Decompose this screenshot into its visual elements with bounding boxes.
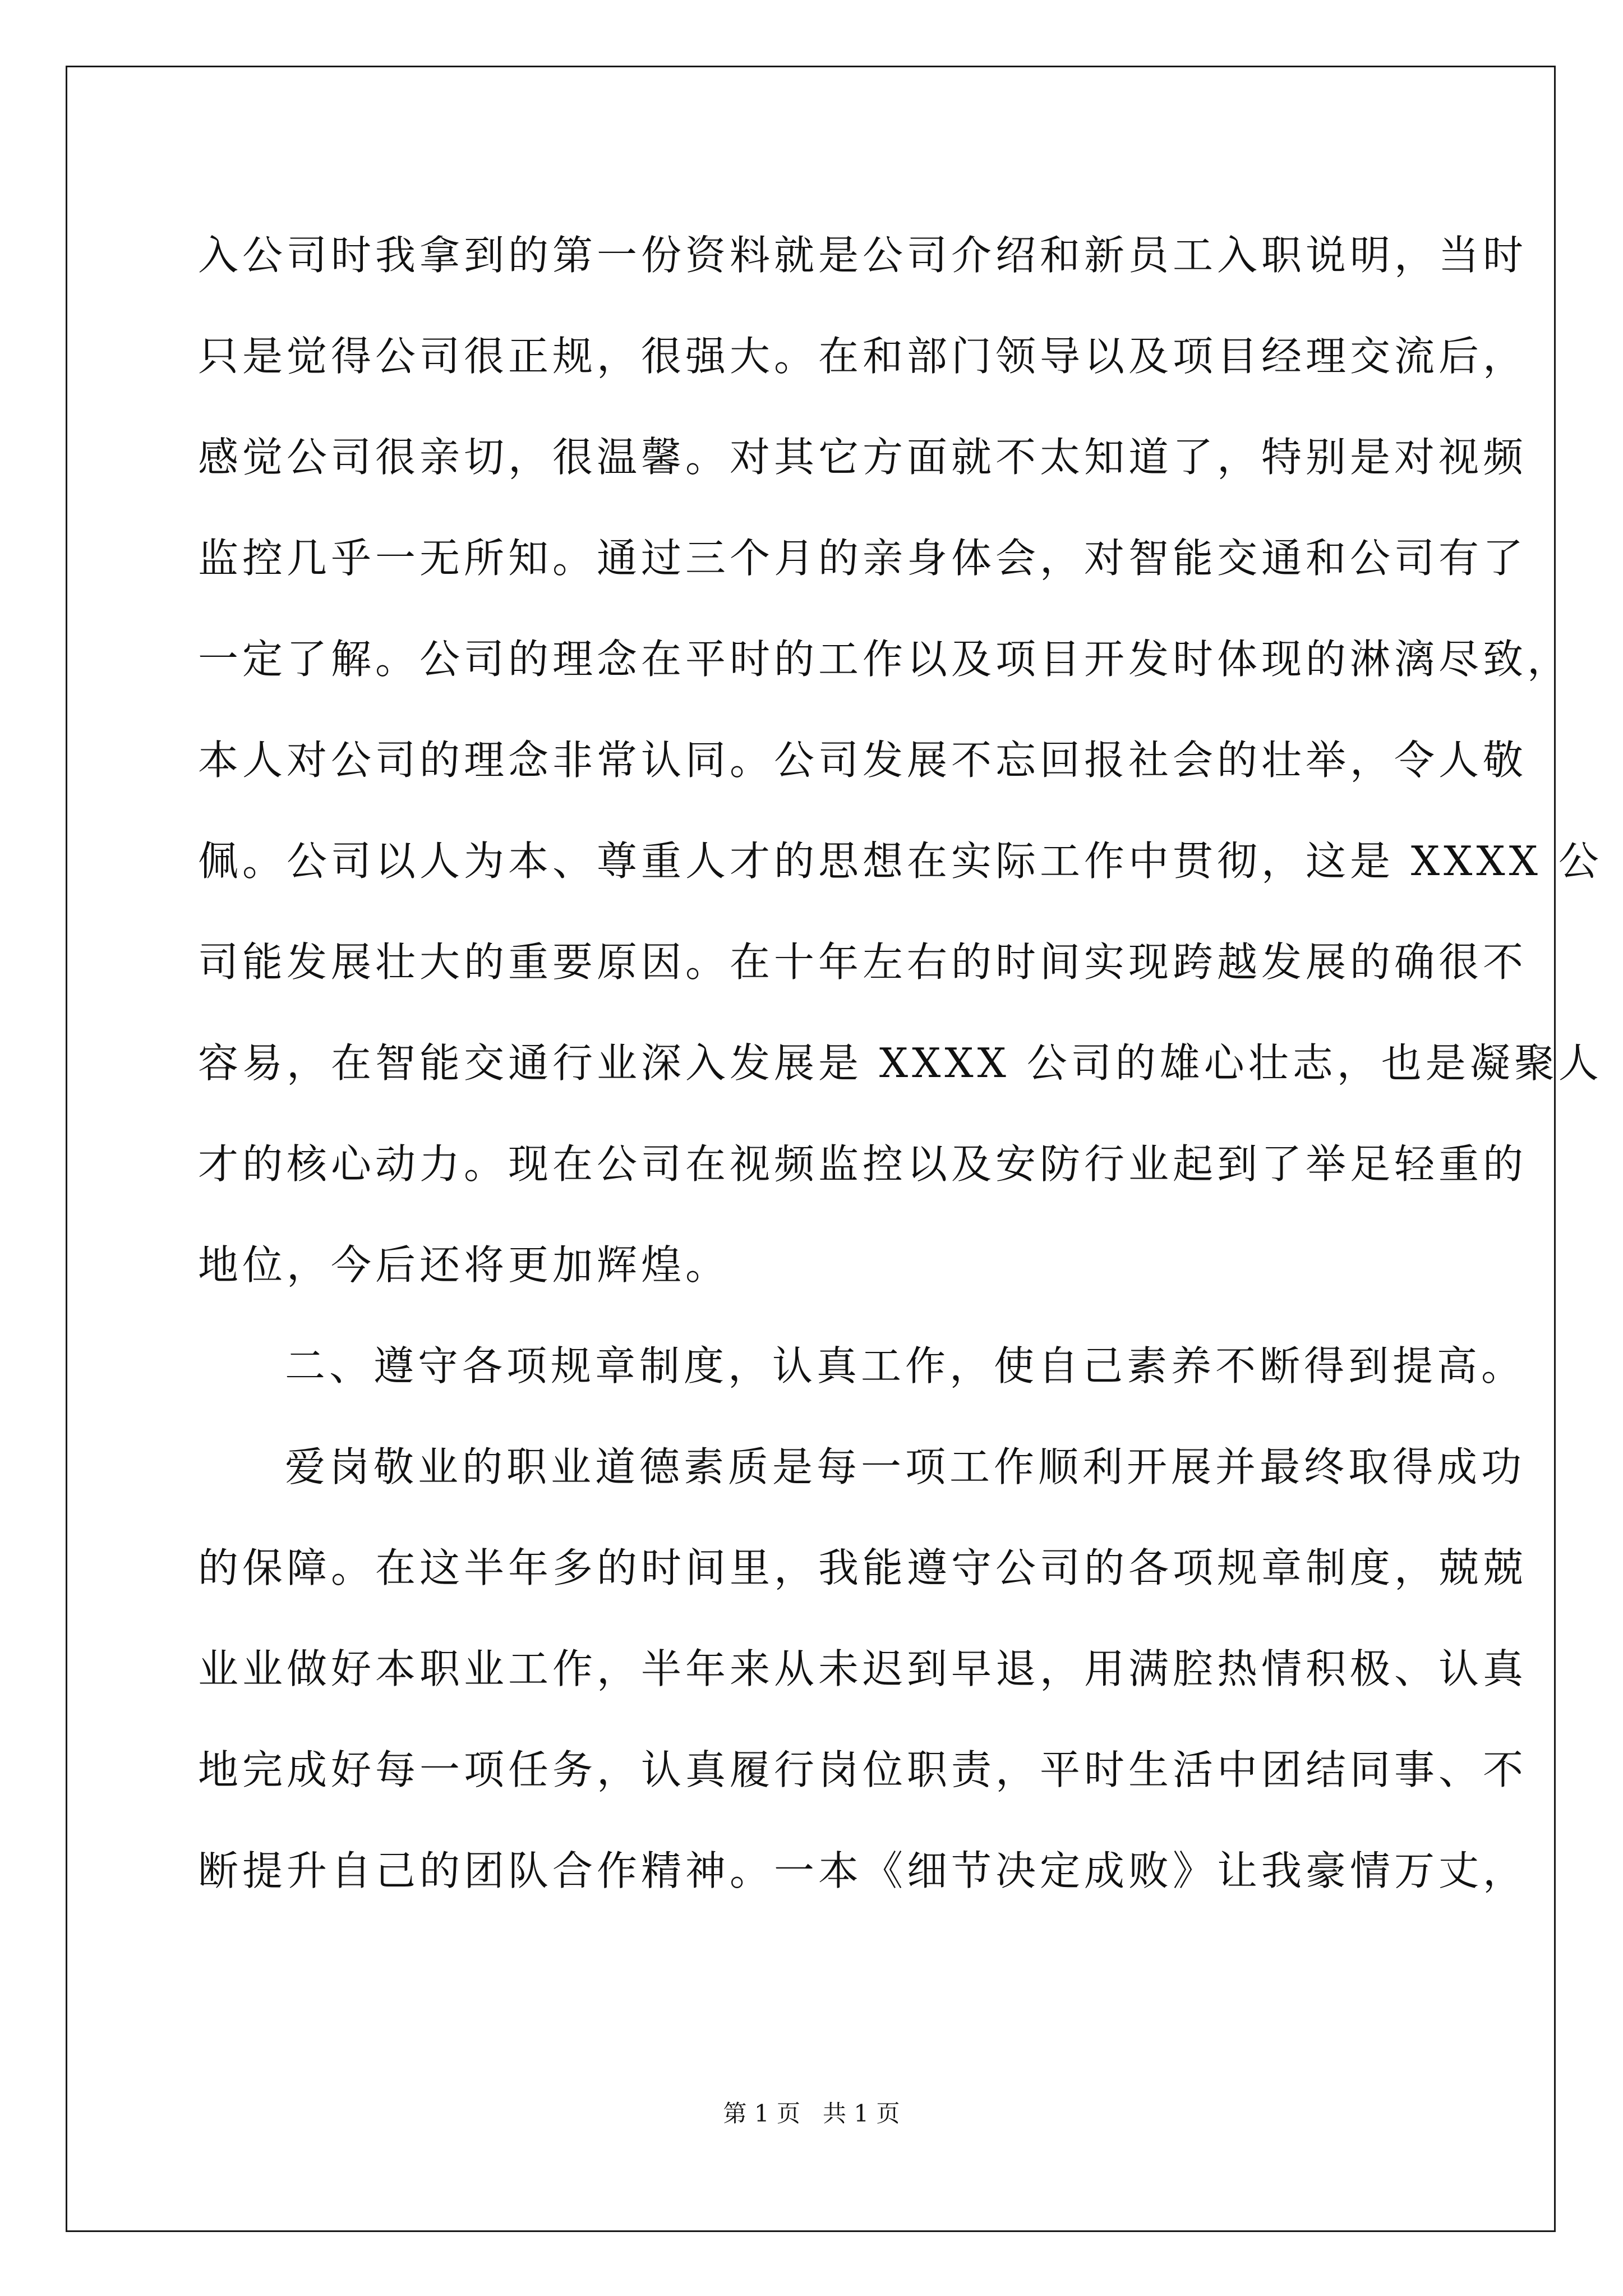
- text-line: 司能发展壮大的重要原因。在十年左右的时间实现跨越发展的确很不: [198, 938, 1528, 986]
- page-footer: 第 1 页 共 1 页: [723, 2100, 900, 2127]
- section-heading: 二、遵守各项规章制度，认真工作，使自己素养不断得到提高。: [285, 1342, 1526, 1389]
- text-line: 容易，在智能交通行业深入发展是 XXXX 公司的雄心壮志，也是凝聚人: [198, 1039, 1603, 1087]
- text-line: 本人对公司的理念非常认同。公司发展不忘回报社会的壮举，令人敬: [198, 737, 1528, 784]
- text-line: 断提升自己的团队合作精神。一本《细节决定成败》让我豪情万丈，: [198, 1847, 1528, 1894]
- text-line: 业业做好本职业工作，半年来从未迟到早退，用满腔热情积极、认真: [198, 1645, 1528, 1692]
- text-line: 监控几乎一无所知。通过三个月的亲身体会，对智能交通和公司有了: [198, 535, 1528, 582]
- text-line: 的保障。在这半年多的时间里，我能遵守公司的各项规章制度，兢兢: [198, 1544, 1528, 1591]
- text-line: 感觉公司很亲切，很温馨。对其它方面就不太知道了，特别是对视频: [198, 434, 1528, 481]
- text-line: 佩。公司以人为本、尊重人才的思想在实际工作中贯彻，这是 XXXX 公: [198, 838, 1603, 885]
- paragraph-start-line: 爱岗敬业的职业道德素质是每一项工作顺利开展并最终取得成功: [285, 1443, 1526, 1490]
- text-line: 才的核心动力。现在公司在视频监控以及安防行业起到了举足轻重的: [198, 1140, 1528, 1188]
- text-line: 只是觉得公司很正规，很强大。在和部门领导以及项目经理交流后，: [198, 333, 1528, 380]
- text-line: 地完成好每一项任务，认真履行岗位职责，平时生活中团结同事、不: [198, 1746, 1528, 1793]
- text-line: 入公司时我拿到的第一份资料就是公司介绍和新员工入职说明，当时: [198, 232, 1528, 279]
- text-line: 地位，今后还将更加辉煌。: [198, 1241, 730, 1289]
- text-line: 一定了解。公司的理念在平时的工作以及项目开发时体现的淋漓尽致，: [198, 636, 1572, 683]
- document-body: [198, 205, 1603, 1921]
